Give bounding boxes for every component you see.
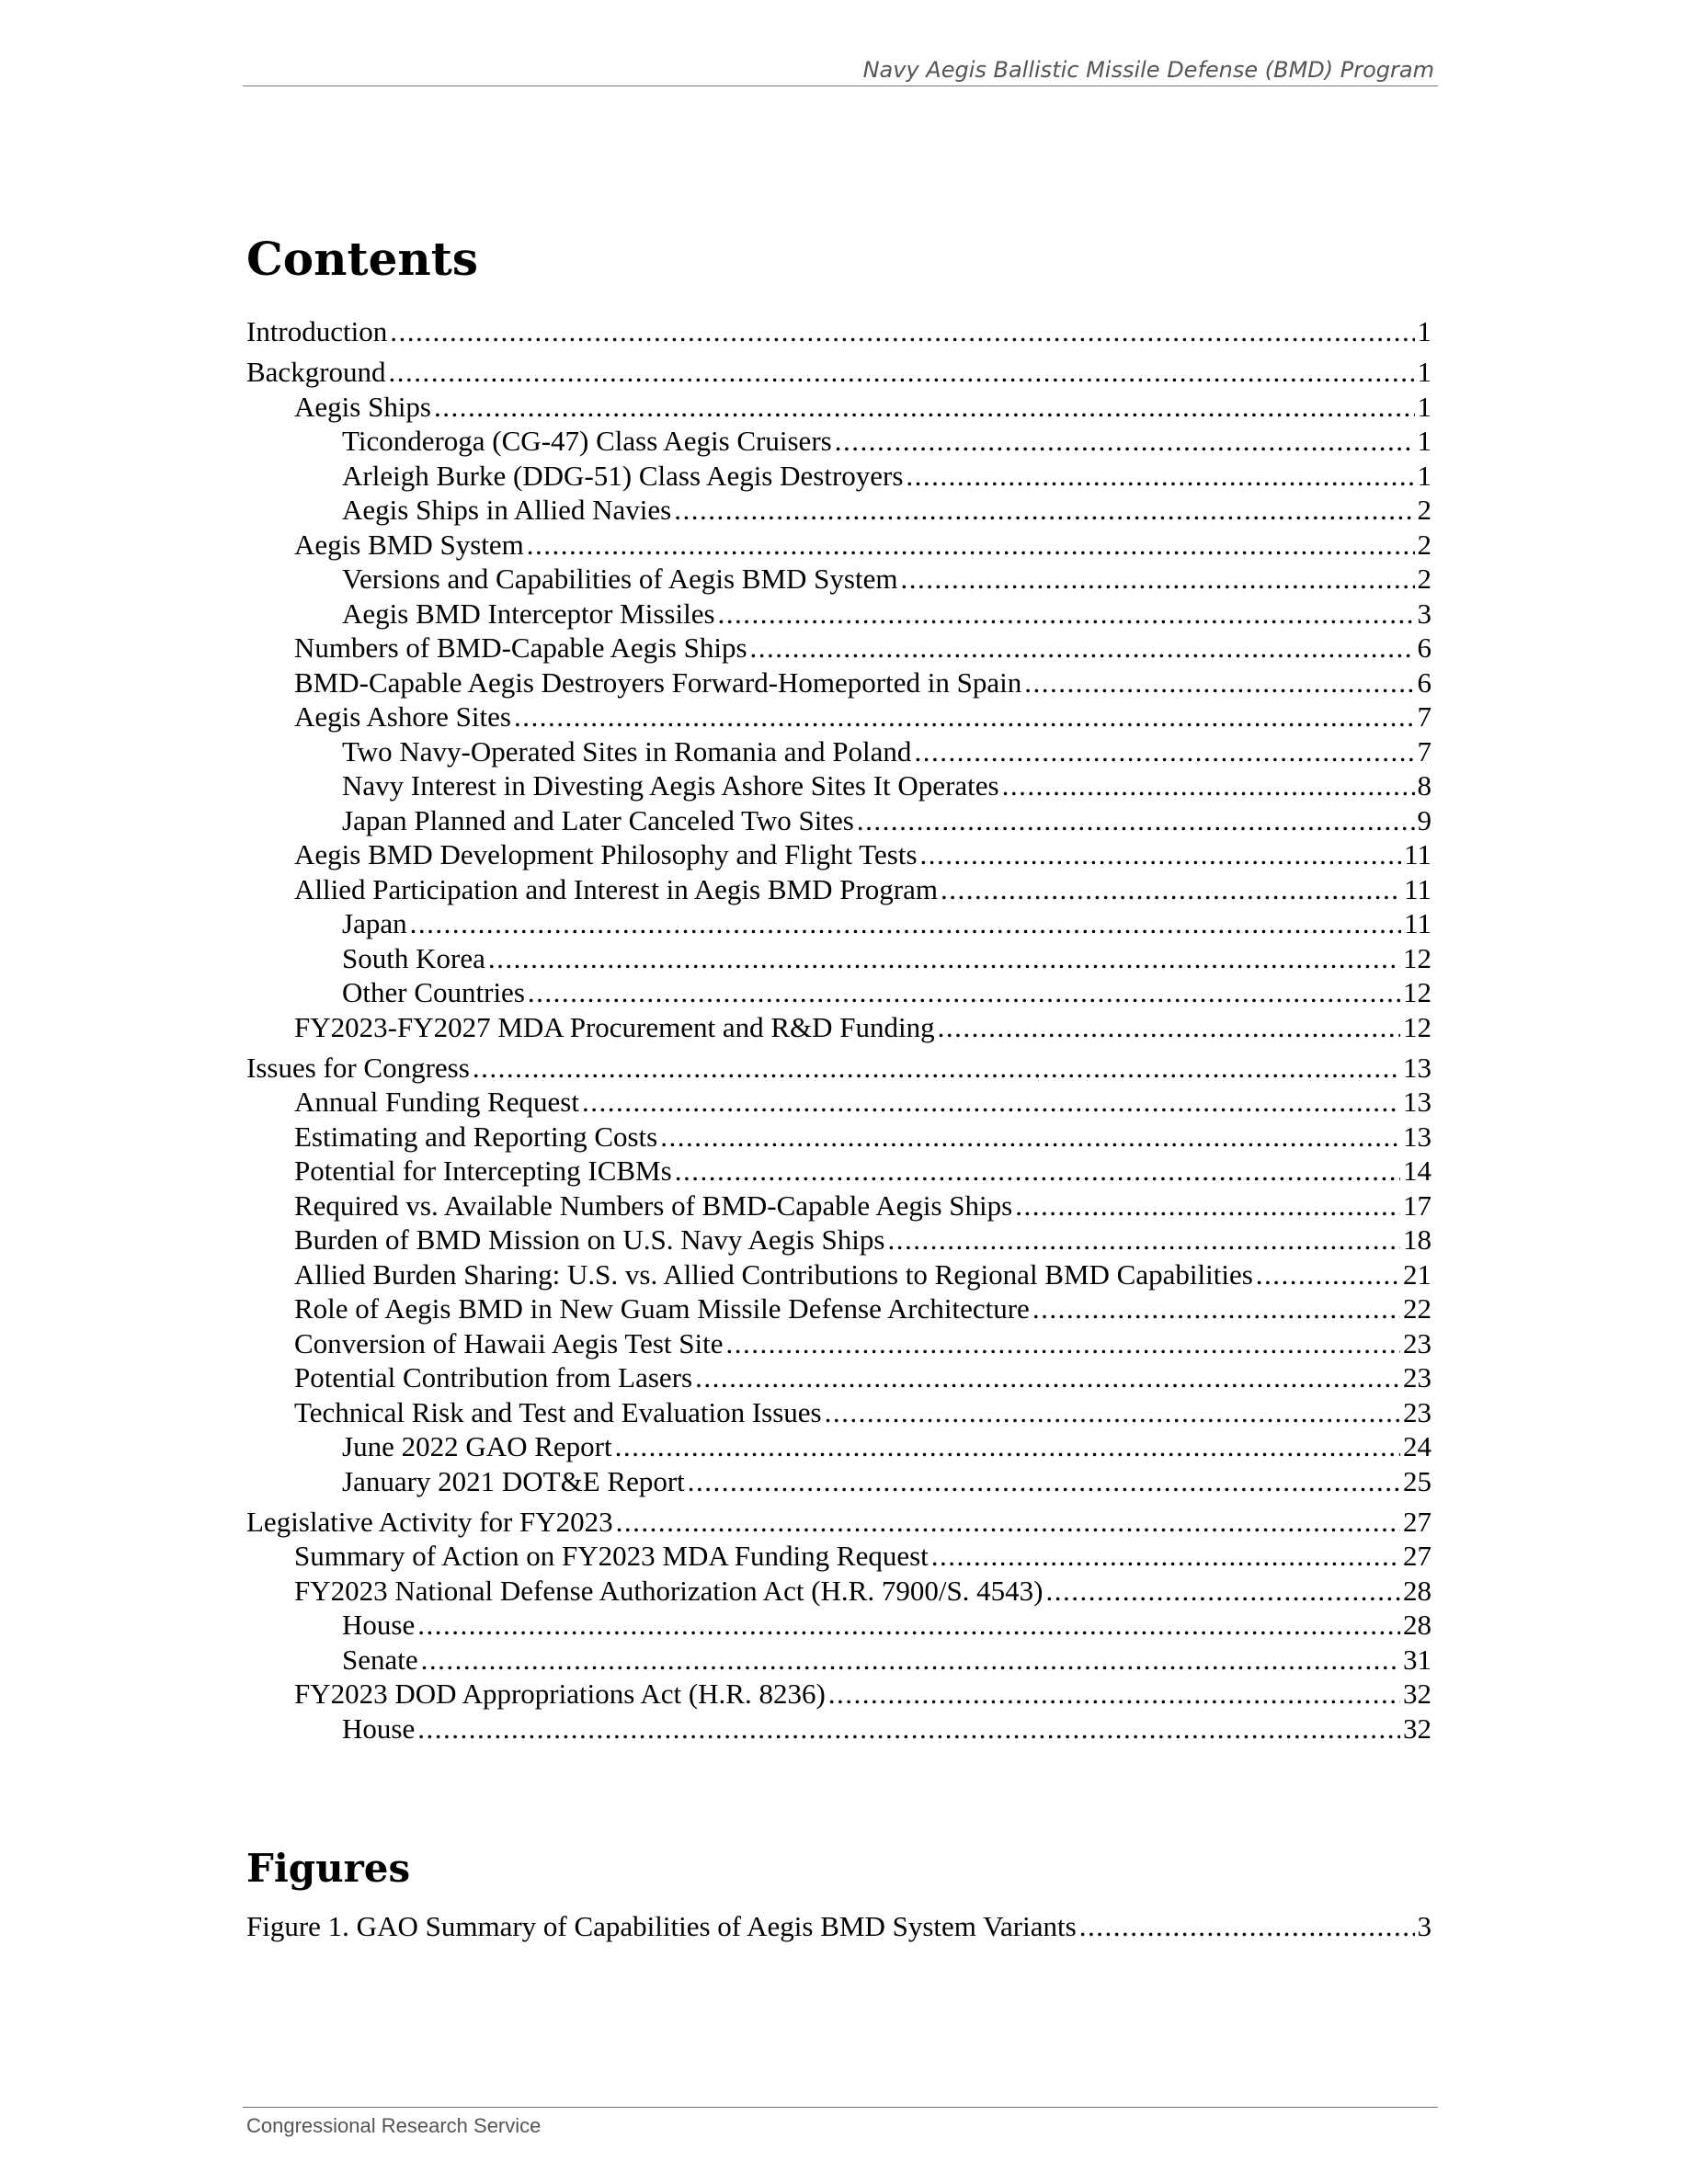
toc-entry[interactable] [246, 1010, 1431, 1045]
dot-leader [1024, 665, 1414, 700]
toc-entry-page: 1 [1417, 315, 1431, 347]
toc-entry-title: Potential for Intercepting ICBMs [294, 1155, 672, 1187]
dot-leader [828, 1677, 1400, 1712]
toc-entry-title: Aegis Ships [294, 390, 431, 423]
toc-entry-title: Issues for Congress [246, 1051, 470, 1084]
toc-entry-page: 1 [1417, 459, 1431, 492]
toc-entry[interactable] [246, 803, 1431, 838]
toc-entry[interactable] [246, 1051, 1431, 1086]
dot-leader [1046, 1574, 1400, 1609]
toc-entry-title: FY2023-FY2027 MDA Procurement and R&D Funding [294, 1010, 935, 1043]
toc-entry-title: Potential Contribution from Lasers [294, 1361, 693, 1393]
toc-entry-page: 1 [1417, 425, 1431, 457]
dot-leader [931, 1539, 1400, 1574]
toc-entry-title: Conversion of Hawaii Aegis Test Site [294, 1326, 724, 1359]
dot-leader [1015, 1189, 1400, 1223]
figure-entry[interactable] [246, 1909, 1431, 1944]
toc-entry[interactable] [246, 1608, 1431, 1643]
dot-leader [389, 355, 1415, 390]
toc-entry-page: 14 [1403, 1155, 1431, 1187]
dot-leader [887, 1223, 1400, 1257]
dot-leader [938, 1010, 1400, 1045]
toc-entry[interactable] [246, 597, 1431, 631]
dot-leader [527, 528, 1415, 563]
toc-entry-title: Burden of BMD Mission on U.S. Navy Aegis Ships [294, 1223, 885, 1256]
toc-entry-page: 23 [1403, 1326, 1431, 1359]
toc-entry[interactable] [246, 390, 1431, 425]
toc-entry-page: 7 [1417, 700, 1431, 733]
toc-entry[interactable] [246, 837, 1431, 872]
toc-entry[interactable] [246, 1360, 1431, 1395]
toc-entry-page: 2 [1417, 563, 1431, 595]
dot-leader [825, 1395, 1400, 1430]
toc-entry[interactable] [246, 493, 1431, 528]
toc-entry-title: Senate [342, 1643, 418, 1676]
toc-entry-page: 17 [1403, 1189, 1431, 1222]
toc-entry-title: Aegis BMD Interceptor Missiles [342, 597, 715, 630]
toc-entry[interactable] [246, 314, 1431, 349]
dot-leader [674, 493, 1414, 528]
toc-entry-page: 32 [1403, 1712, 1431, 1745]
dot-leader [675, 1154, 1400, 1189]
toc-entry-title: Introduction [246, 315, 388, 347]
toc-entry-title: Allied Burden Sharing: U.S. vs. Allied Contributions to Regional BMD Capabilities [294, 1257, 1253, 1291]
toc-entry[interactable] [246, 459, 1431, 494]
toc-entry-page: 3 [1417, 597, 1431, 630]
toc-entry-title: Legislative Activity for FY2023 [246, 1505, 613, 1538]
dot-leader [660, 1120, 1400, 1155]
toc-entry[interactable] [246, 665, 1431, 700]
toc-entry-page: 8 [1417, 769, 1431, 802]
dot-leader [488, 941, 1400, 976]
toc-entry[interactable] [246, 1464, 1431, 1499]
toc-entry-page: 11 [1404, 872, 1431, 905]
toc-entry[interactable] [246, 1223, 1431, 1257]
figures-heading: Figures [246, 1846, 411, 1891]
toc-entry-page: 13 [1403, 1120, 1431, 1153]
toc-entry-page: 12 [1403, 976, 1431, 1008]
toc-entry-page: 12 [1403, 941, 1431, 974]
dot-leader [514, 700, 1415, 734]
toc-entry-page: 18 [1403, 1223, 1431, 1256]
toc-entry-title: Aegis Ships in Allied Navies [342, 494, 672, 526]
toc-entry[interactable] [246, 562, 1431, 597]
toc-entry-title: June 2022 GAO Report [342, 1430, 612, 1462]
toc-entry-title: Japan [342, 907, 407, 939]
figure-entry-title: Figure 1. GAO Summary of Capabilities of Aegis BMD System Variants [246, 1910, 1077, 1942]
dot-leader [421, 1643, 1400, 1678]
toc-entry-page: 2 [1417, 528, 1431, 561]
footer-divider [243, 2107, 1438, 2108]
toc-entry[interactable] [246, 1712, 1431, 1746]
toc-entry-title: Aegis BMD Development Philosophy and Flight Tests [294, 838, 918, 870]
toc-entry[interactable] [246, 1505, 1431, 1540]
dot-leader [857, 803, 1415, 838]
toc-entry-title: Japan Planned and Later Canceled Two Sites [342, 803, 854, 836]
dot-leader [718, 597, 1415, 631]
toc-entry[interactable] [246, 734, 1431, 769]
toc-entry-title: Ticonderoga (CG-47) Class Aegis Cruisers [342, 425, 832, 457]
toc-entry[interactable] [246, 975, 1431, 1010]
toc-entry-page: 9 [1417, 803, 1431, 836]
table-of-contents [246, 314, 1431, 1746]
toc-entry-title: FY2023 National Defense Authorization Act (H.R. 7900/S. 4543) [294, 1574, 1044, 1607]
toc-entry[interactable] [246, 906, 1431, 941]
dot-leader [582, 1085, 1400, 1120]
dot-leader [434, 390, 1415, 425]
toc-entry-page: 21 [1403, 1257, 1431, 1291]
toc-entry-title: Two Navy-Operated Sites in Romania and Poland [342, 734, 912, 768]
toc-entry-page: 28 [1403, 1574, 1431, 1607]
dot-leader [941, 872, 1401, 907]
toc-entry-page: 13 [1403, 1086, 1431, 1118]
toc-entry-title: Numbers of BMD-Capable Aegis Ships [294, 631, 747, 664]
toc-entry[interactable] [246, 768, 1431, 803]
toc-entry-title: Annual Funding Request [294, 1086, 579, 1118]
dot-leader [410, 906, 1402, 941]
toc-entry-title: BMD-Capable Aegis Destroyers Forward-Homeported in Spain [294, 665, 1022, 699]
toc-entry-page: 28 [1403, 1609, 1431, 1641]
dot-leader [835, 424, 1415, 459]
dot-leader [1256, 1257, 1400, 1292]
list-of-figures [246, 1909, 1431, 1944]
toc-entry-page: 23 [1403, 1395, 1431, 1428]
toc-entry-page: 6 [1417, 665, 1431, 699]
toc-entry-page: 23 [1403, 1361, 1431, 1393]
dot-leader [695, 1360, 1400, 1395]
footer-text: Congressional Research Service [246, 2114, 542, 2137]
toc-entry[interactable] [246, 1291, 1431, 1326]
toc-entry-title: FY2023 DOD Appropriations Act (H.R. 8236) [294, 1678, 826, 1710]
dot-leader [750, 631, 1415, 665]
dot-leader [688, 1464, 1400, 1499]
toc-entry-title: House [342, 1712, 416, 1745]
toc-entry-page: 2 [1417, 494, 1431, 526]
toc-entry[interactable] [246, 355, 1431, 390]
figure-entry-page: 3 [1417, 1910, 1431, 1942]
toc-entry-page: 27 [1403, 1505, 1431, 1538]
toc-entry[interactable] [246, 1326, 1431, 1361]
toc-entry-title: Navy Interest in Divesting Aegis Ashore Sites It Operates [342, 769, 999, 802]
dot-leader [906, 459, 1414, 494]
dot-leader [726, 1326, 1400, 1361]
toc-entry[interactable] [246, 1189, 1431, 1223]
toc-entry-title: Versions and Capabilities of Aegis BMD System [342, 563, 898, 595]
toc-entry-page: 11 [1404, 907, 1431, 939]
toc-entry-page: 6 [1417, 631, 1431, 664]
dot-leader [1079, 1909, 1415, 1944]
toc-entry[interactable] [246, 941, 1431, 976]
toc-entry[interactable] [246, 872, 1431, 907]
dot-leader [900, 562, 1414, 597]
dot-leader [417, 1712, 1400, 1746]
toc-entry-page: 27 [1403, 1540, 1431, 1572]
toc-entry-page: 11 [1404, 838, 1431, 870]
header-divider [243, 85, 1438, 86]
toc-entry[interactable] [246, 1120, 1431, 1155]
contents-heading: Contents [246, 232, 479, 286]
toc-entry-title: January 2021 DOT&E Report [342, 1464, 685, 1497]
toc-entry-page: 22 [1403, 1292, 1431, 1325]
toc-entry-title: Required vs. Available Numbers of BMD-Capable Aegis Ships [294, 1189, 1013, 1222]
toc-entry[interactable] [246, 1677, 1431, 1712]
toc-entry-page: 1 [1417, 390, 1431, 423]
running-header-title: Navy Aegis Ballistic Missile Defense (BMD) Program [862, 57, 1434, 83]
toc-entry[interactable] [246, 1643, 1431, 1678]
dot-leader [473, 1051, 1400, 1086]
toc-entry[interactable] [246, 631, 1431, 665]
toc-entry-page: 31 [1403, 1643, 1431, 1676]
dot-leader [1032, 1291, 1400, 1326]
toc-entry-page: 1 [1417, 356, 1431, 388]
toc-entry-page: 25 [1403, 1464, 1431, 1497]
toc-entry[interactable] [246, 1085, 1431, 1120]
toc-entry[interactable] [246, 1257, 1431, 1292]
toc-entry[interactable] [246, 528, 1431, 563]
toc-entry[interactable] [246, 1539, 1431, 1574]
toc-entry-title: Background [246, 356, 386, 388]
dot-leader [914, 734, 1414, 769]
toc-entry-title: South Korea [342, 941, 485, 974]
toc-entry-title: Summary of Action on FY2023 MDA Funding Request [294, 1540, 929, 1572]
toc-entry-page: 12 [1403, 1010, 1431, 1043]
toc-entry-title: Allied Participation and Interest in Aegis BMD Program [294, 872, 938, 905]
toc-entry[interactable] [246, 1154, 1431, 1189]
dot-leader [1002, 768, 1415, 803]
toc-entry[interactable] [246, 424, 1431, 459]
toc-entry[interactable] [246, 1429, 1431, 1464]
toc-entry[interactable] [246, 1395, 1431, 1430]
toc-entry-title: Role of Aegis BMD in New Guam Missile Defense Architecture [294, 1292, 1030, 1325]
toc-entry-title: Aegis BMD System [294, 528, 524, 561]
toc-entry-title: Estimating and Reporting Costs [294, 1120, 658, 1153]
dot-leader [920, 837, 1402, 872]
dot-leader [616, 1505, 1400, 1540]
toc-entry-page: 7 [1417, 734, 1431, 768]
toc-entry-page: 32 [1403, 1678, 1431, 1710]
dot-leader [615, 1429, 1400, 1464]
toc-entry-title: Arleigh Burke (DDG-51) Class Aegis Destroyers [342, 459, 904, 492]
toc-entry-page: 13 [1403, 1051, 1431, 1084]
toc-entry-page: 24 [1403, 1430, 1431, 1462]
toc-entry-title: Other Countries [342, 976, 525, 1008]
toc-entry-title: House [342, 1609, 416, 1641]
toc-entry[interactable] [246, 1574, 1431, 1609]
toc-entry-title: Technical Risk and Test and Evaluation Issues [294, 1395, 822, 1428]
dot-leader [528, 975, 1400, 1010]
toc-entry-title: Aegis Ashore Sites [294, 700, 511, 733]
toc-entry[interactable] [246, 700, 1431, 734]
dot-leader [390, 314, 1414, 349]
dot-leader [417, 1608, 1400, 1643]
